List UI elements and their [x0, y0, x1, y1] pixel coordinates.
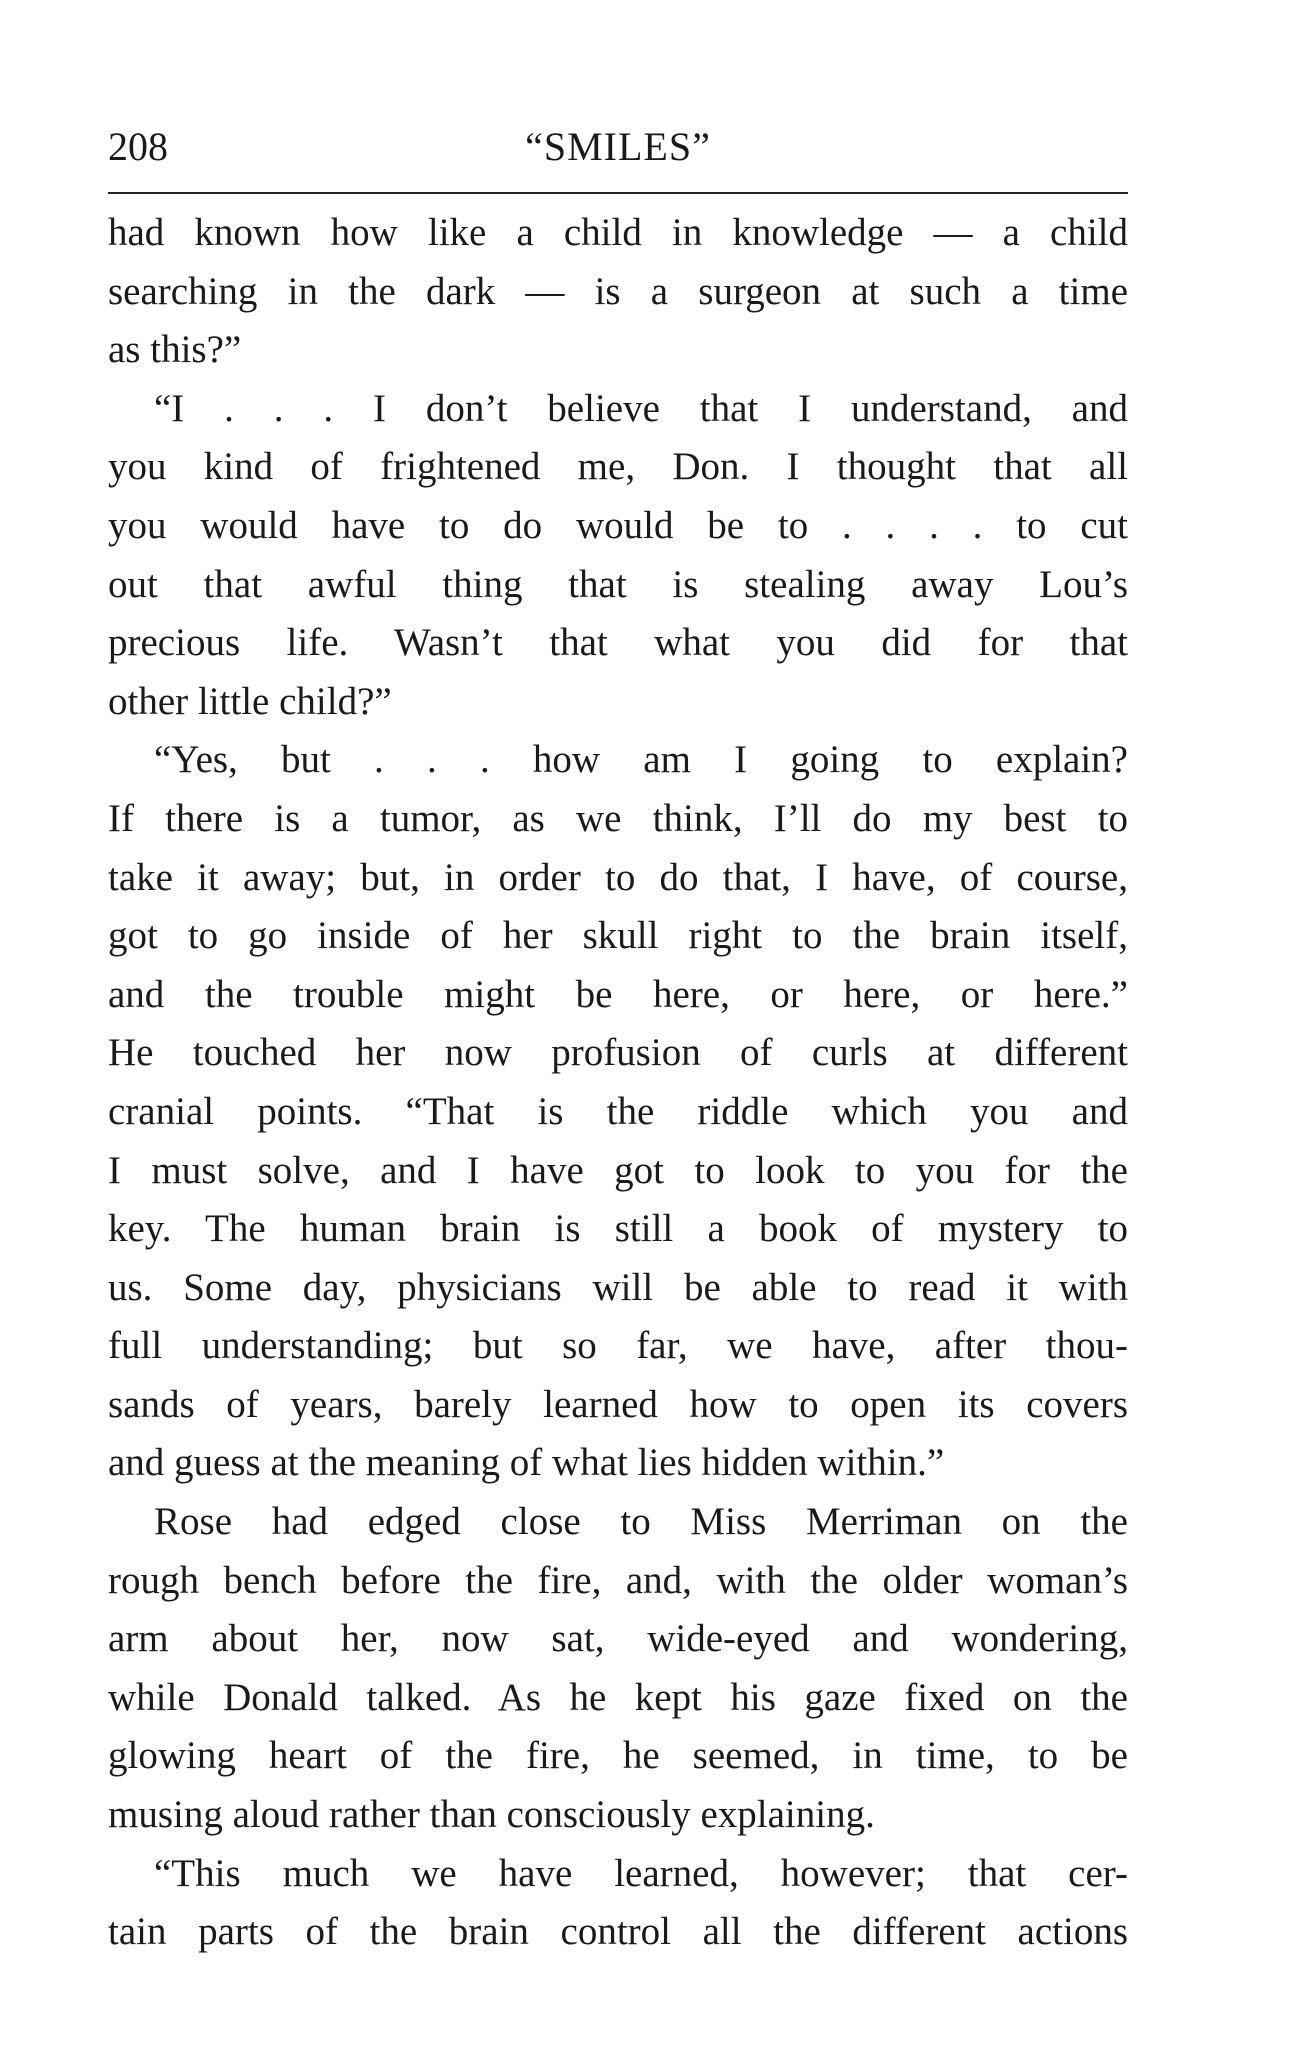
text-line: and guess at the meaning of what lies hidden within.” [108, 1441, 945, 1485]
running-head [108, 118, 1128, 176]
paragraph [108, 380, 1128, 732]
text-line: cranial points. “That is the riddle which you and [108, 1089, 1128, 1133]
header-rule [108, 192, 1128, 194]
text-line: searching in the dark — is a surgeon at such a time [108, 269, 1128, 313]
text-line: “I . . . I don’t believe that I understand, and [154, 386, 1128, 430]
text-line: other little child?” [108, 679, 392, 723]
book-page [108, 118, 1128, 1962]
running-title: “SMILES” [525, 124, 711, 169]
text-line: while Donald talked. As he kept his gaze fixed on the [108, 1675, 1128, 1719]
text-line: precious life. Wasn’t that what you did for that [108, 621, 1128, 665]
text-line: you kind of frightened me, Don. I thought that all [108, 445, 1128, 489]
text-line: “Yes, but . . . how am I going to explain? [154, 738, 1128, 782]
text-line: Rose had edged close to Miss Merriman on the [154, 1500, 1128, 1544]
text-line: “This much we have learned, however; that cer- [154, 1851, 1128, 1895]
text-line: arm about her, now sat, wide-eyed and wondering, [108, 1617, 1128, 1661]
page-number: 208 [108, 124, 168, 169]
text-line: rough bench before the fire, and, with the older woman’s [108, 1558, 1128, 1602]
paragraph [108, 731, 1128, 1493]
paragraph [108, 1493, 1128, 1845]
text-line: If there is a tumor, as we think, I’ll do my best to [108, 796, 1128, 840]
body-text [108, 204, 1128, 1962]
paragraph [108, 1845, 1128, 1962]
text-line: had known how like a child in knowledge — a child [108, 211, 1128, 254]
text-line: out that awful thing that is stealing away Lou’s [108, 562, 1128, 606]
text-line: and the trouble might be here, or here, or here.” [108, 972, 1128, 1016]
text-line: tain parts of the brain control all the different actions [108, 1910, 1128, 1954]
text-line: full understanding; but so far, we have, after thou- [108, 1324, 1128, 1368]
text-line: as this?” [108, 328, 242, 372]
text-line: key. The human brain is still a book of mystery to [108, 1207, 1128, 1251]
text-line: got to go inside of her skull right to the brain itself, [108, 914, 1128, 958]
text-line: you would have to do would be to . . . . to cut [108, 503, 1128, 547]
text-line: us. Some day, physicians will be able to read it with [108, 1265, 1128, 1309]
text-line: musing aloud rather than consciously explaining. [108, 1793, 875, 1837]
text-line: glowing heart of the fire, he seemed, in time, to be [108, 1734, 1128, 1778]
text-line: He touched her now profusion of curls at different [108, 1031, 1128, 1075]
text-line: I must solve, and I have got to look to you for the [108, 1148, 1128, 1192]
text-line: take it away; but, in order to do that, I have, of course, [108, 855, 1128, 899]
paragraph [108, 204, 1128, 380]
text-line: sands of years, barely learned how to open its covers [108, 1382, 1128, 1426]
